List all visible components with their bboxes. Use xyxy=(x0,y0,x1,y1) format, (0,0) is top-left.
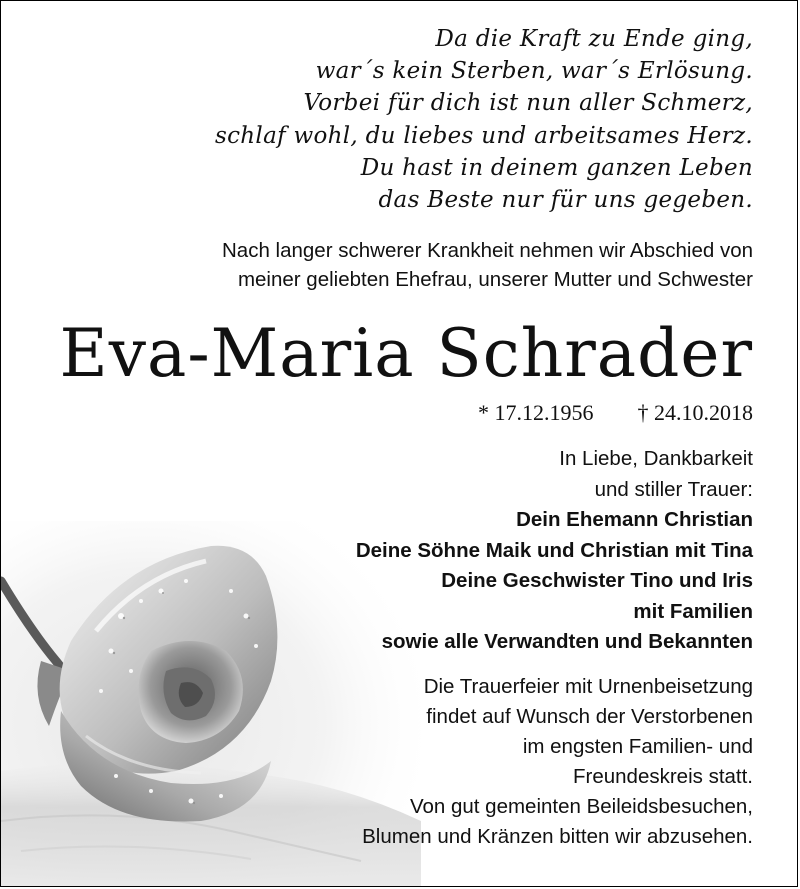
mourner-line: Dein Ehemann Christian xyxy=(516,508,753,531)
greeting-line: In Liebe, Dankbarkeit xyxy=(559,447,753,470)
poem-line: Vorbei für dich ist nun aller Schmerz, xyxy=(303,90,753,117)
intro-text xyxy=(222,236,753,294)
poem-line: Du hast in deinem ganzen Leben xyxy=(360,154,753,181)
notice-line: Von gut gemeinten Beileidsbesuchen, xyxy=(409,795,753,818)
greeting-line: und stiller Trauer: xyxy=(594,477,753,501)
poem-line: Da die Kraft zu Ende ging, xyxy=(435,26,753,52)
birth-date: * 17.12.1956 xyxy=(478,400,594,425)
poem-line: das Beste nur für uns gegeben. xyxy=(378,187,753,214)
intro-line: Nach langer schwerer Krankheit nehmen wir Abschied von xyxy=(222,239,753,262)
notice-line: Freundeskreis statt. xyxy=(572,765,753,788)
life-dates xyxy=(478,399,753,427)
mourner-line: mit Familien xyxy=(633,599,753,623)
poem-line: schlaf wohl, du liebes und arbeitsames Herz. xyxy=(215,122,753,149)
intro-line: meiner geliebten Ehefrau, unserer Mutter und Schwester xyxy=(237,268,753,291)
deceased-name: Eva-Maria Schrader xyxy=(59,315,753,392)
mourner-line: Deine Geschwister Tino und Iris xyxy=(441,569,753,592)
mourner-line: Deine Söhne Maik und Christian mit Tina xyxy=(355,538,753,562)
notice-line: Blumen und Kränzen bitten wir abzusehen. xyxy=(362,825,753,848)
notice-line: Die Trauerfeier mit Urnenbeisetzung xyxy=(423,675,753,698)
notice-line: findet auf Wunsch der Verstorbenen xyxy=(426,705,753,728)
poem-line: war´s kein Sterben, war´s Erlösung. xyxy=(315,58,753,85)
funeral-notice xyxy=(362,672,753,852)
mourner-line: sowie alle Verwandten und Bekannten xyxy=(381,630,753,653)
mourners-block xyxy=(356,444,753,658)
notice-line: im engsten Familien- und xyxy=(522,735,753,758)
death-date: † 24.10.2018 xyxy=(637,400,753,425)
poem-block xyxy=(215,23,753,216)
